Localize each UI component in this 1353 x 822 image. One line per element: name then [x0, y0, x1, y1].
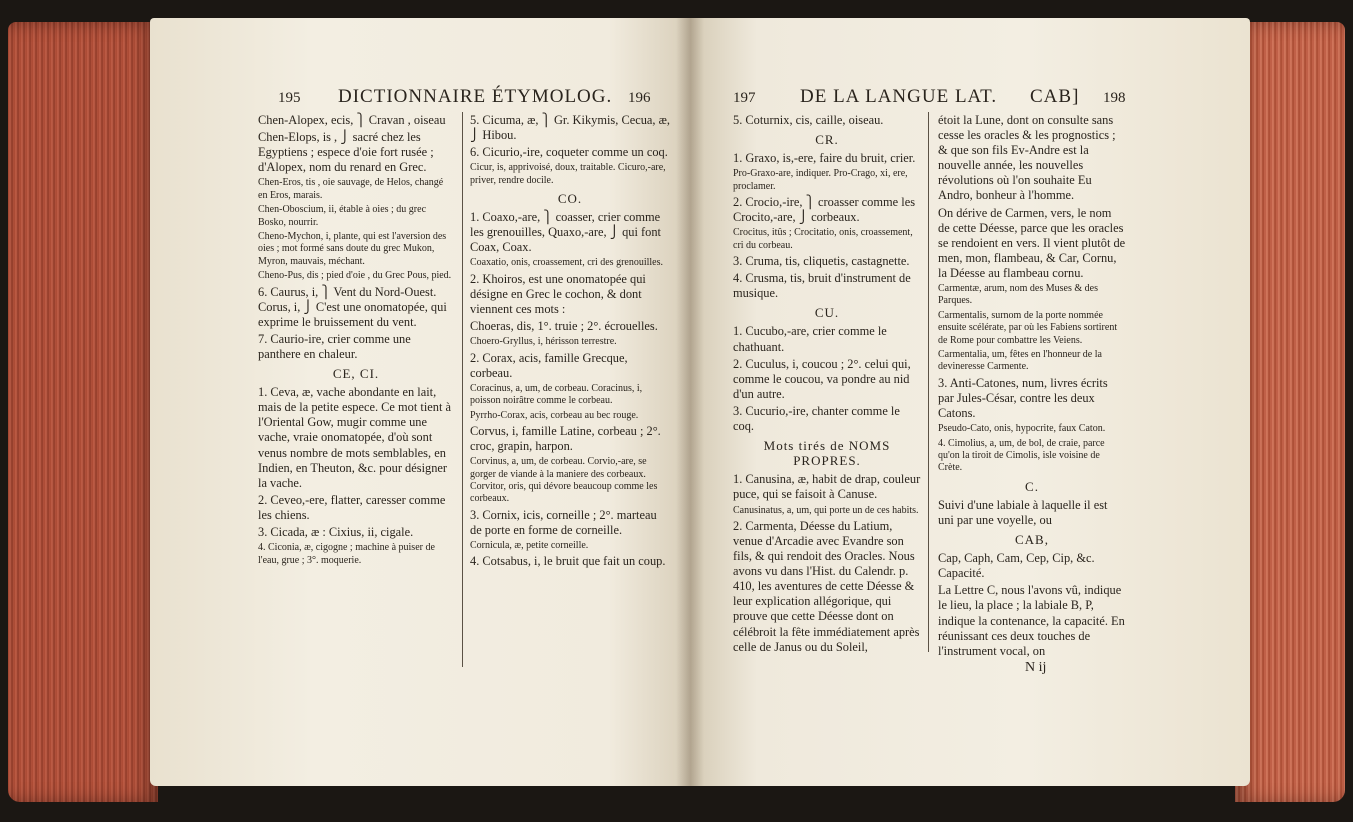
dictionary-entry: Pyrrho-Corax, acis, corbeau au bec rouge.: [470, 409, 639, 421]
column-rule-left: [462, 112, 463, 667]
dictionary-entry: On dérive de Carmen, vers, le nom de cette Déesse, parce que les oracles se rendoient en vers. Il vient plutôt de men, mon, flambeau, & Car, Cornu, la Déesse au flambeau cornu.: [938, 205, 1126, 280]
right-page-column-2: [938, 113, 1126, 661]
dictionary-entry: 4. Cotsabus, i, le bruit que fait un coup.: [470, 554, 666, 569]
dictionary-entry: 3. Cucurio,-ire, chanter comme le coq.: [733, 403, 900, 434]
section-label: CAB]: [1030, 86, 1080, 107]
dictionary-entry: 4. Cimolius, a, um, de bol, de craie, parce qu'on la tiroit de Cimolis, isle voisine de Crète.: [938, 437, 1105, 474]
dictionary-entry: 1. Cucubo,-are, crier comme le chathuant.: [733, 324, 887, 354]
dictionary-entry: Coracinus, a, um, de corbeau. Coracinus, i, poisson noirâtre comme le corbeau.: [470, 382, 643, 407]
left-page-column-2: [470, 113, 670, 572]
dictionary-entry: 2. Ceveo,-ere, flatter, caresser comme les chiens.: [258, 492, 446, 522]
dictionary-entry: Crocitus, itûs ; Crocitatio, onis, croassement, cri du corbeau.: [733, 227, 913, 251]
dictionary-entry: Chen-Alopex, ecis, ⎫ Cravan , oiseau: [258, 113, 446, 127]
dictionary-entry: 6. Cicurio,-ire, coqueter comme un coq.: [470, 145, 668, 160]
page-number-197: 197: [733, 90, 756, 106]
dictionary-entry: étoit la Lune, dont on consulte sans cesse les oracles & les prognostics ; & que son fils Ev-Andre est la nouvelle année, les nouvelles révolutions où l'on souhaite Eu Andro, bonheur à l'homme.: [938, 113, 1116, 203]
page-number-198: 198: [1103, 90, 1126, 106]
dictionary-entry: 7. Caurio-ire, crier comme une panthere en chaleur.: [258, 331, 411, 361]
dictionary-entry: Cornicula, æ, petite corneille.: [470, 540, 589, 552]
dictionary-entry: 1. Ceva, æ, vache abondante en lait, mais de la petite espece. Ce mot tient à l'Oriental Gow, mugir comme une vache, vraie onomatopée, d'où sont venus nombre de mots semblables, en Indien, en Theuton, &c. pour désigner la vache.: [258, 385, 452, 490]
dictionary-entry: 3. Cicada, æ : Cixius, ii, cigale.: [258, 525, 414, 540]
left-page-column-1: [258, 113, 454, 569]
dictionary-entry: 3. Cornix, icis, corneille ; 2°. marteau de porte en forme de corneille.: [470, 507, 657, 537]
dictionary-entry: Suivi d'une labiale à laquelle il est uni par une voyelle, ou: [938, 497, 1108, 527]
dictionary-entry: Cheno-Pus, dis ; pied d'oie , du Grec Pous, pied.: [258, 270, 452, 282]
dictionary-entry: 1. Graxo, is,-ere, faire du bruit, crier.: [733, 151, 916, 166]
column-rule-right: [928, 112, 929, 652]
dictionary-entry: Carmentæ, arum, nom des Muses & des Parques.: [938, 283, 1098, 307]
dictionary-entry: Chen-Oboscium, ii, étable à oies ; du grec Bosko, nourrir.: [258, 204, 427, 228]
dictionary-entry: Choeras, dis, 1°. truie ; 2°. écrouelles.: [470, 319, 658, 334]
dictionary-entry: Carmentalis, surnom de la porte nommée ensuite scélérate, par où les Fabiens sortirent de Rome pour combattre les Veiens.: [938, 309, 1118, 346]
dictionary-entry: Corvus, i, famille Latine, corbeau ; 2°. croc, grapin, harpon.: [470, 424, 661, 454]
dictionary-entry: Cap, Caph, Cam, Cep, Cip, &c. Capacité.: [938, 551, 1095, 581]
dictionary-entry: 2. Corax, acis, famille Grecque, corbeau.: [470, 350, 628, 380]
dictionary-entry: 6. Caurus, i, ⎫ Vent du Nord-Ouest. Corus, i, ⎭ C'est une onomatopée, qui exprime le bruissement du vent.: [258, 284, 447, 329]
dictionary-entry: Pseudo-Cato, onis, hypocrite, faux Caton.: [938, 423, 1106, 435]
dictionary-entry: 1. Canusina, æ, habit de drap, couleur puce, qui se faisoit à Canuse.: [733, 472, 921, 502]
signature-mark: N ij: [1025, 660, 1047, 675]
dictionary-entry: Carmentalia, um, fêtes en l'honneur de la devineresse Carmente.: [938, 349, 1102, 373]
dictionary-entry: 2. Cuculus, i, coucou ; 2°. celui qui, comme le coucou, va pondre au nid d'un autre.: [733, 356, 911, 401]
dictionary-entry: Chen-Eros, tis , oie sauvage, de Helos, changé en Eros, marais.: [258, 177, 444, 201]
dictionary-entry: 2. Crocio,-ire, ⎫ croasser comme les Crocito,-are, ⎭ corbeaux.: [733, 195, 916, 225]
page-number-195: 195: [278, 90, 301, 106]
dictionary-entry: 3. Anti-Catones, num, livres écrits par Jules-César, contre les deux Catons.: [938, 375, 1108, 421]
dictionary-entry: 2. Khoiros, est une onomatopée qui désigne en Grec le cochon, & dont viennent ces mots :: [470, 271, 646, 317]
dictionary-entry: Chen-Elops, is , ⎭ sacré chez les Egyptiens ; espece d'oie fort rusée ; d'Alopex, nom du renard en Grec.: [258, 130, 434, 175]
dictionary-entry: La Lettre C, nous l'avons vû, indique le lieu, la place ; la labiale B, P, indique la contenance, la capacité. En réunissant ces deux touches de l'instrument vocal, on: [938, 583, 1125, 658]
dictionary-entry: Canusinatus, a, um, qui porte un de ces habits.: [733, 504, 919, 516]
dictionary-entry: 1. Coaxo,-are, ⎫ coasser, crier comme les grenouilles, Quaxo,-are, ⎭ qui font Coax, Coax.: [470, 210, 661, 255]
dictionary-entry: Corvinus, a, um, de corbeau. Corvio,-are, se gorger de viande à la maniere des corbeaux. Corvitor, oris, qui dévore beaucoup comme les corbeaux.: [470, 456, 658, 505]
dictionary-entry: Mots tirés de NOMS PROPRES.: [763, 438, 891, 469]
right-page-column-1: [733, 113, 921, 657]
page-number-196: 196: [628, 90, 651, 106]
dictionary-entry: Pro-Graxo-are, indiquer. Pro-Crago, xi, ere, proclamer.: [733, 168, 908, 192]
dictionary-entry: 4. Crusma, tis, bruit d'instrument de musique.: [733, 271, 911, 301]
dictionary-entry: 5. Cicuma, æ, ⎫ Gr. Kikymis, Cecua, æ, ⎭ Hibou.: [470, 113, 670, 143]
running-head-left: DICTIONNAIRE ÉTYMOLOG.: [338, 86, 613, 107]
dictionary-entry: Coaxatio, onis, croassement, cri des grenouilles.: [470, 257, 664, 269]
dictionary-entry: CU.: [814, 305, 840, 321]
dictionary-entry: 2. Carmenta, Déesse du Latium, venue d'Arcadie avec Evandre son fils, & qui rendoit des Oracles. Nous avons vu dans l'Hist. du Calendr. p. 410, les aventures de cette Déesse & leur explication allégorique, qui prouve que cette Déesse dont on célébroit la fête immédiatement après celle de Janus ou du Soleil,: [733, 518, 920, 654]
dictionary-entry: 5. Coturnix, cis, caille, oiseau.: [733, 113, 884, 127]
dictionary-entry: CAB,: [1015, 532, 1049, 548]
dictionary-entry: Cheno-Mychon, i, plante, qui est l'aversion des oies ; mot formé sans doute du grec Mukon, Myron, mauvais, méchant.: [258, 231, 447, 267]
dictionary-entry: 3. Cruma, tis, cliquetis, castagnette.: [733, 254, 910, 269]
dictionary-entry: CE, CI.: [332, 366, 380, 382]
dictionary-entry: C.: [1025, 478, 1039, 494]
running-head-right: DE LA LANGUE LAT.: [800, 86, 998, 107]
right-page-edges: [1235, 22, 1345, 802]
dictionary-entry: 4. Ciconia, æ, cigogne ; machine à puiser de l'eau, grue ; 3°. moquerie.: [258, 542, 435, 566]
book-gutter: [676, 18, 704, 786]
dictionary-entry: Cicur, is, apprivoisé, doux, traitable. Cicuro,-are, priver, rendre docile.: [470, 162, 666, 186]
dictionary-entry: CR.: [815, 132, 839, 148]
dictionary-entry: CO.: [557, 191, 583, 207]
dictionary-entry: Choero-Gryllus, i, hérisson terrestre.: [470, 336, 617, 348]
left-page-edges: [8, 22, 158, 802]
